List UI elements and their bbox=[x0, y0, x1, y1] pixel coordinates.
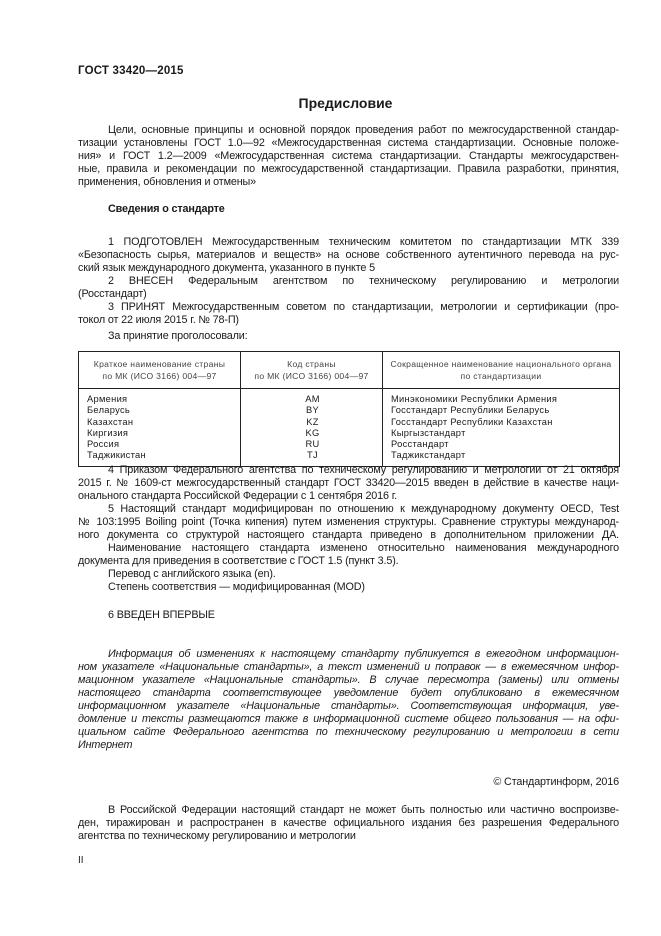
standards-body: Минэкономики Республики Армения bbox=[391, 394, 558, 404]
header-line: Краткое наименование страны bbox=[93, 359, 226, 369]
text-line: ден, тиражирован и распространен в качестве официального издания без разрешения Федерального bbox=[78, 817, 619, 829]
document-id: ГОСТ 33420—2015 bbox=[78, 65, 184, 77]
text-line: циальном сайте Федерального агентства по техническому регулированию и метрологии в сети bbox=[78, 726, 619, 738]
notice-paragraph bbox=[78, 648, 619, 752]
standards-body: Кыргызстандарт bbox=[391, 427, 466, 438]
text-line: В Российской Федерации настоящий стандарт не может быть полностью или частично воспроизве- bbox=[108, 804, 619, 816]
table-body bbox=[79, 389, 620, 467]
country-name: Казахстан bbox=[87, 416, 134, 427]
text-line: ский язык международного документа, указанного в пункте 5 bbox=[78, 262, 375, 274]
text-line: 5 Настоящий стандарт модифицирован по отношению к международному документу OECD, Test bbox=[108, 503, 619, 515]
items-4-5 bbox=[78, 464, 619, 594]
column-header-country bbox=[79, 352, 241, 389]
header-line: по МК (ИСО 3166) 004—97 bbox=[254, 371, 369, 381]
text-line: Интернет bbox=[78, 739, 133, 751]
header-line: Сокращенное наименование национального органа bbox=[390, 359, 612, 369]
text-line: ные, правила и рекомендации по межгосударственной стандартизации. Правила разработки, принятия, bbox=[78, 163, 619, 175]
info-heading: Сведения о стандарте bbox=[108, 203, 225, 215]
text-line: информационном указателе «Национальные стандарты». Соответствующая информация, уве- bbox=[78, 700, 619, 712]
country-name: Таджикистан bbox=[87, 450, 146, 461]
standards-body: Госстандарт Республики Казахстан bbox=[391, 416, 553, 427]
text-line: Цели, основные принципы и основной порядок проведения работ по межгосударственной стандар- bbox=[108, 124, 619, 136]
country-code: BY bbox=[305, 405, 319, 416]
text-line: 1 ПОДГОТОВЛЕН Межгосударственным техническим комитетом по стандартизации МТК 339 bbox=[108, 236, 619, 248]
country-name: Беларусь bbox=[87, 405, 131, 416]
column-header-body bbox=[383, 352, 620, 389]
text-line: Перевод с английского языка (en). bbox=[108, 568, 276, 580]
country-name: Россия bbox=[87, 439, 120, 450]
country-code: KZ bbox=[306, 416, 319, 427]
country-code: AM bbox=[305, 394, 320, 404]
body-cell bbox=[383, 389, 620, 467]
text-line: мационном указателе «Национальные стандарты». В случае пересмотра (замены) или отмены bbox=[78, 674, 619, 686]
code-cell bbox=[241, 389, 383, 467]
text-line: 3 ПРИНЯТ Межгосударственным советом по стандартизации, метрологии и сертификации (про- bbox=[108, 301, 619, 313]
text-line: Степень соответствия — модифицированная (MOD) bbox=[108, 581, 365, 593]
text-line: агентства по техническому регулированию и метрологии bbox=[78, 830, 356, 842]
header-line: по стандартизации bbox=[460, 371, 542, 381]
copyright: © Стандартинформ, 2016 bbox=[493, 776, 619, 788]
header-line: Код страны bbox=[287, 359, 336, 369]
text-line: 2015 г. № 1609-ст межгосударственный стандарт ГОСТ 33420—2015 введен в действие в качестве наци- bbox=[78, 477, 619, 489]
text-line: 2 ВНЕСЕН Федеральным агентством по техническому регулированию и метрологии bbox=[108, 275, 619, 287]
text-line: настоящего стандарта соответствующее уведомление будет опубликовано в ежемесячном bbox=[78, 687, 619, 699]
text-line: документа для приведения в соответствие с ГОСТ 1.5 (пункт 3.5). bbox=[78, 555, 399, 567]
standards-body: Росстандарт bbox=[391, 439, 449, 450]
item-6: 6 ВВЕДЕН ВПЕРВЫЕ bbox=[108, 609, 215, 621]
standards-body: Таджикстандарт bbox=[391, 450, 466, 461]
text-line: тизации установлены ГОСТ 1.0—92 «Межгосударственная система стандартизации. Основные положе- bbox=[78, 137, 619, 149]
country-cell bbox=[79, 389, 241, 467]
column-header-code bbox=[241, 352, 383, 389]
standards-body: Госстандарт Республики Беларусь bbox=[391, 405, 550, 416]
country-code: RU bbox=[305, 439, 320, 450]
text-line: Информация об изменениях к настоящему стандарту публикуется в ежегодном информацион- bbox=[108, 648, 619, 660]
text-line: онального стандарта Российской Федерации с 1 сентября 2016 г. bbox=[78, 490, 398, 502]
text-line: домление и тексты размещаются также в информационной системе общего пользования — на офи- bbox=[78, 713, 619, 725]
items-1-3 bbox=[78, 236, 619, 327]
intro-paragraph bbox=[78, 124, 619, 189]
header-line: по МК (ИСО 3166) 004—97 bbox=[102, 371, 217, 381]
page-title: Предисловие bbox=[298, 95, 393, 111]
text-line: «Безопасность сырья, материалов и веществ» на основе собственного аутентичного перевода на рус- bbox=[78, 249, 619, 261]
text-line: (Росстандарт) bbox=[78, 288, 147, 300]
text-line: 4 Приказом Федерального агентства по техническому регулированию и метрологии от 21 октября bbox=[108, 464, 619, 476]
voted-label: За принятие проголосовали: bbox=[108, 330, 248, 342]
text-line: Наименование настоящего стандарта изменено относительно наименования международного bbox=[108, 542, 619, 554]
text-line: применения, обновления и отмены» bbox=[78, 176, 257, 188]
page-number: II bbox=[78, 855, 84, 866]
country-name: Армения bbox=[87, 394, 128, 404]
text-line: ния» и ГОСТ 1.2—2009 «Межгосударственная система стандартизации. Стандарты межгосударствен- bbox=[78, 150, 619, 162]
text-line: ном указателе «Национальные стандарты», а текст изменений и поправок — в ежемесячном инфор- bbox=[78, 661, 619, 673]
text-line: ного документа со структурой настоящего стандарта приведено в дополнительном приложении ДА. bbox=[78, 529, 619, 541]
text-line: токол от 22 июля 2015 г. № 78-П) bbox=[78, 314, 239, 326]
voting-table bbox=[78, 351, 620, 467]
text-line: № 103:1995 Boiling point (Точка кипения) путем изменения структуры. Сравнение структуры международ- bbox=[78, 516, 619, 528]
country-name: Киргизия bbox=[87, 427, 129, 438]
country-code: TJ bbox=[307, 450, 318, 461]
country-code: KG bbox=[305, 427, 320, 438]
rights-paragraph bbox=[78, 804, 619, 843]
table-header-row bbox=[79, 352, 620, 389]
